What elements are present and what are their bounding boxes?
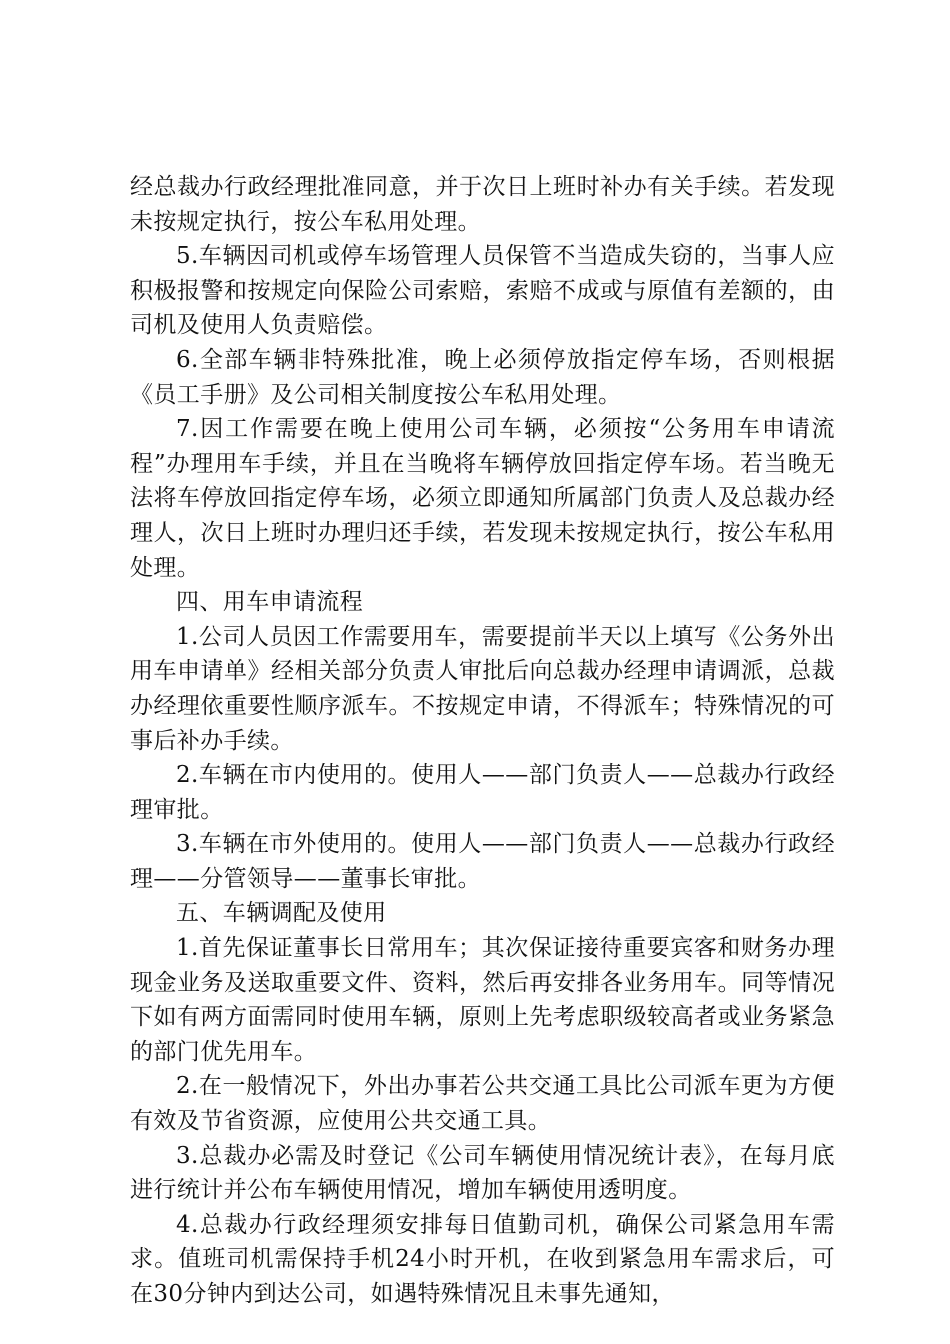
paragraph-section5-item-2: 2.在一般情况下，外出办事若公共交通工具比公司派车更为方便有效及节省资源，应使用公共交通工具。 — [130, 1073, 835, 1135]
paragraph-item-6: 6.全部车辆非特殊批准，晚上必须停放指定停车场，否则根据《员工手册》及公司相关制度按公车私用处理。 — [130, 346, 835, 408]
paragraph-section4-item-1: 1.公司人员因工作需要用车，需要提前半天以上填写《公务外出用车申请单》经相关部分负责人审批后向总裁办经理申请调派，总裁办经理依重要性顺序派车。不按规定申请，不得派车；特殊情况的可事后补办手续。 — [130, 623, 835, 754]
section-heading-5: 五、车辆调配及使用 — [176, 900, 387, 927]
paragraph-item-5: 5.车辆因司机或停车场管理人员保管不当造成失窃的，当事人应积极报警和按规定向保险公司索赔，索赔不成或与原值有差额的，由司机及使用人负责赔偿。 — [130, 243, 835, 339]
paragraph-section5-item-4: 4.总裁办行政经理须安排每日值勤司机，确保公司紧急用车需求。值班司机需保持手机24小时开机，在收到紧急用车需求后，可在30分钟内到达公司，如遇特殊情况且未事先通知， — [130, 1211, 835, 1307]
paragraph-section4-item-2: 2.车辆在市内使用的。使用人——部门负责人——总裁办行政经理审批。 — [130, 762, 835, 823]
section-heading-4: 四、用车申请流程 — [176, 589, 364, 616]
paragraph-continuation: 经总裁办行政经理批准同意，并于次日上班时补办有关手续。若发现未按规定执行，按公车私用处理。 — [130, 174, 835, 235]
paragraph-item-7: 7.因工作需要在晚上使用公司车辆，必须按“公务用车申请流程”办理用车手续，并且在当晚将车辆停放回指定停车场。若当晚无法将车停放回指定停车场，必须立即通知所属部门负责人及总裁办经理人，次日上班时办理归还手续，若发现未按规定执行，按公车私用处理。 — [130, 416, 835, 581]
document-body — [130, 170, 835, 1312]
paragraph-section5-item-1: 1.首先保证董事长日常用车；其次保证接待重要宾客和财务办理现金业务及送取重要文件、资料，然后再安排各业务用车。同等情况下如有两方面需同时使用车辆，原则上先考虑职级较高者或业务紧急的部门优先用车。 — [130, 935, 835, 1065]
paragraph-section4-item-3: 3.车辆在市外使用的。使用人——部门负责人——总裁办行政经理——分管领导——董事长审批。 — [130, 831, 835, 892]
paragraph-section5-item-3: 3.总裁办必需及时登记《公司车辆使用情况统计表》，在每月底进行统计并公布车辆使用情况，增加车辆使用透明度。 — [130, 1142, 835, 1204]
